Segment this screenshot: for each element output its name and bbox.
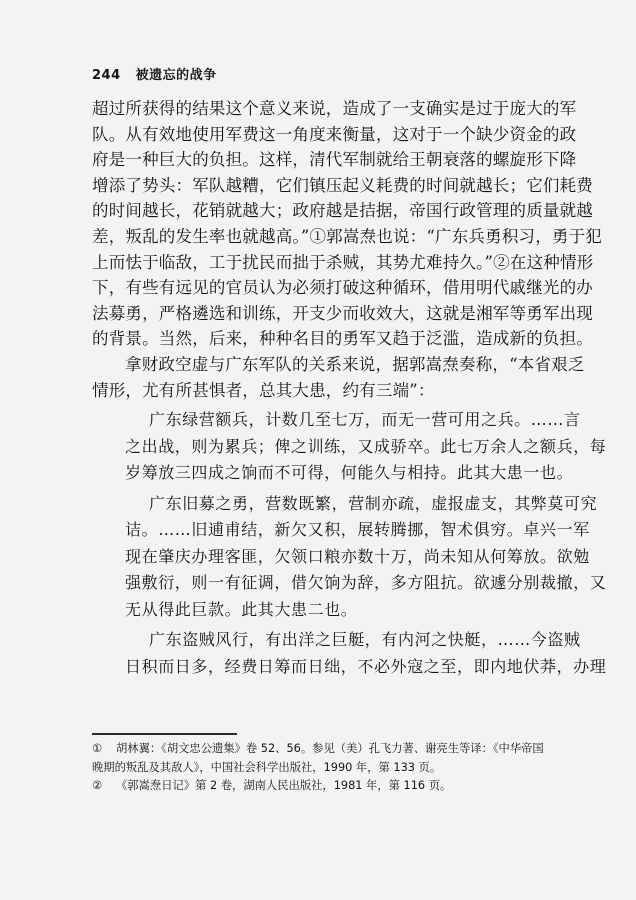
quote-line: 日积而日多，经费日筹而日绌，不必外寇之至，即内地伏莽，办理 — [125, 656, 607, 676]
quote-line: 广东旧募之勇，营数既繁，营制亦疏，虚报虚支，其弊莫可究 — [149, 493, 598, 513]
text-line: 下，有些有远见的官员认为必须打破这种循环，借用明代戚继光的办 — [92, 278, 593, 298]
text-line: 增添了势头：军队越糟，它们镇压起义耗费的时间就越长；它们耗费 — [92, 175, 593, 195]
running-header — [92, 64, 217, 83]
block-quote — [92, 407, 607, 487]
footnote — [92, 740, 552, 777]
footnote-text: 《郭嵩焘日记》第 2 卷，湖南人民出版社，1981 年，第 116 页。 — [116, 779, 452, 792]
footnote-divider — [92, 733, 237, 735]
footnote-text: 晚期的叛乱及其敌人》，中国社会科学出版社，1990 年，第 133 页。 — [92, 760, 442, 774]
quote-line: 之出战，则为累兵；俾之训练，又成骄卒。此七万余人之额兵，每 — [125, 436, 607, 456]
quote-line: 诘。……旧逋甫结，新欠又积，展转腾挪，智术俱穷。卓兴一军 — [125, 520, 590, 540]
text-line: 府是一种巨大的负担。这样，清代军制就给王朝衰落的螺旋形下降 — [92, 150, 577, 170]
text-line: 拿财政空虚与广东军队的关系来说，据郭嵩焘奏称，“本省艰乏 — [125, 354, 585, 374]
paragraph — [92, 352, 585, 403]
text-line: 超过所获得的结果这个意义来说，造成了一支确实是过于庞大的军 — [92, 99, 577, 118]
text-line: 差，叛乱的发生率也就越高。”①郭嵩焘也说：“广东兵勇积习，勇于犯 — [92, 226, 603, 246]
text-line: 情形，尤有所甚惧者，总其大患，约有三端”： — [92, 380, 435, 400]
paragraph — [92, 96, 603, 352]
footnote-mark: ① — [92, 742, 103, 755]
quote-line: 广东盗贼风行，有出洋之巨艇，有内河之快艇，……今盗贼 — [149, 630, 581, 650]
page-number: 244 — [92, 68, 121, 83]
text-line: 的时间越长，花销就越大；政府越是拮据，帝国行政管理的质量就越 — [92, 201, 593, 221]
text-line: 队。从有效地使用军费这一角度来衡量，这对于一个缺少资金的政 — [92, 124, 577, 144]
quote-line: 岁筹放三四成之饷而不可得，何能久与相持。此其大患一也。 — [125, 463, 574, 483]
quote-line: 广东绿营额兵，计数几至七万，而无一营可用之兵。……言 — [149, 410, 581, 430]
block-quote — [92, 491, 607, 624]
body-text — [92, 96, 607, 680]
quote-line: 现在肇庆办理客匪，欠领口粮亦数十万，尚未知从何筹放。欲勉 — [125, 546, 590, 566]
quote-line: 无从得此巨款。此其大患二也。 — [125, 599, 358, 619]
footnote-text: 胡林翼：《胡文忠公遗集》卷 52、56。参见（美）孔飞力著、谢亮生等译：《中华帝国 — [116, 742, 544, 755]
block-quote — [92, 627, 607, 680]
text-line: 的背景。当然，后来，种种名目的勇军又趋于泛滥，造成新的负担。 — [92, 329, 593, 349]
footnote-mark: ② — [92, 779, 103, 792]
quote-line: 强敷衍，则一有征调，借欠饷为辞，多方阻抗。欲遽分别裁撤，又 — [125, 573, 607, 593]
book-title: 被遗忘的战争 — [135, 68, 217, 83]
footnote — [92, 777, 552, 796]
text-line: 法募勇，严格遴选和训练，开支少而收效大，这就是湘军等勇军出现 — [92, 303, 593, 323]
text-line: 上而怯于临敌，工于扰民而拙于杀贼，其势尤难持久。”②在这种情形 — [92, 252, 594, 272]
